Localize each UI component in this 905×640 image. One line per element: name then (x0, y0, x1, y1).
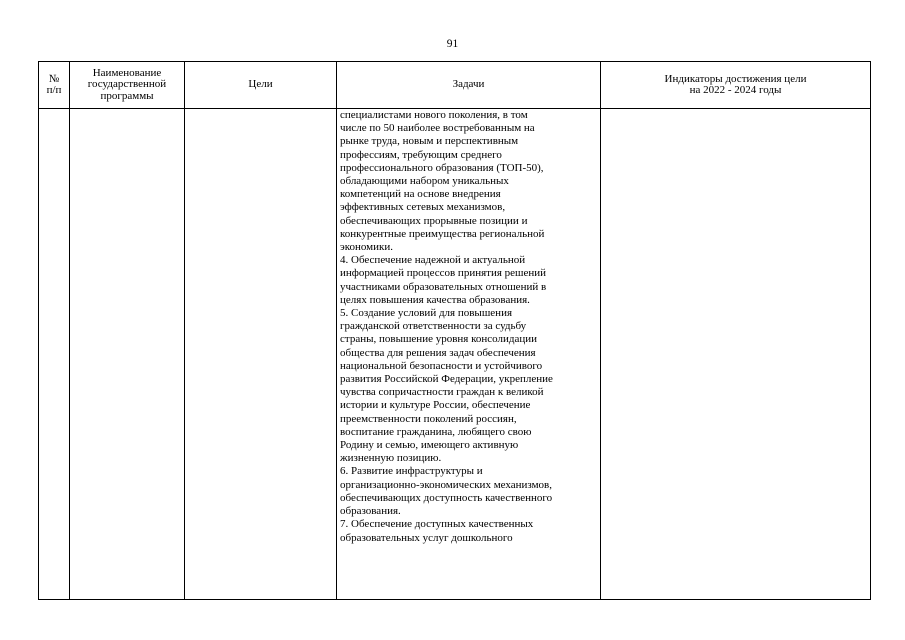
header-num-label: № п/п (46, 72, 62, 96)
header-tasks-label: Задачи (452, 78, 485, 91)
cell-program (70, 109, 185, 600)
header-indicators (601, 62, 871, 109)
header-goals-label: Цели (248, 78, 273, 91)
header-program (70, 62, 185, 109)
cell-goals (185, 109, 337, 600)
table-row (39, 109, 871, 600)
cell-num (39, 109, 70, 600)
header-num (39, 62, 70, 109)
program-table (38, 61, 871, 600)
page-number: 91 (446, 38, 459, 50)
cell-tasks (337, 109, 601, 600)
header-indicators-label: Индикаторы достижения цели на 2022 - 2024 годы (664, 72, 807, 96)
header-program-label: Наименование государственной программы (87, 66, 167, 102)
cell-indicators (601, 109, 871, 600)
table-header-row (39, 62, 871, 109)
header-goals (185, 62, 337, 109)
header-tasks (337, 62, 601, 109)
tasks-text: специалистами нового поколения, в том числе по 50 наиболее востребованным на рынке труда, новым и перспективным профессиям, требующим среднего профессионального образования (ТОП-50), обладающими набором уникальных компетенций на основе внедрения эффективных сетевых механизмов, обеспечивающих прорывные позиции и конкурентные преимущества региональной экономики. 4. Обеспечение надежной и актуальной информацией процессов принятия решений участниками образовательных отношений в целях повышения качества образования. 5. Создание условий для повышения гражданской ответственности за судьбу страны, повышение уровня консолидации общества для решения задач обеспечения национальной безопасности и устойчивого развития Российской Федерации, укрепление чувства сопричастности граждан к великой истории и культуре России, обеспечение преемственности поколений россиян, воспитание гражданина, любящего свою Родину и семью, имеющего активную жизненную позицию. 6. Развитие инфраструктуры и организационно-экономических механизмов, обеспечивающих доступность качественного образования. 7. Обеспечение доступных качественных образовательных услуг дошкольного (340, 109, 553, 544)
